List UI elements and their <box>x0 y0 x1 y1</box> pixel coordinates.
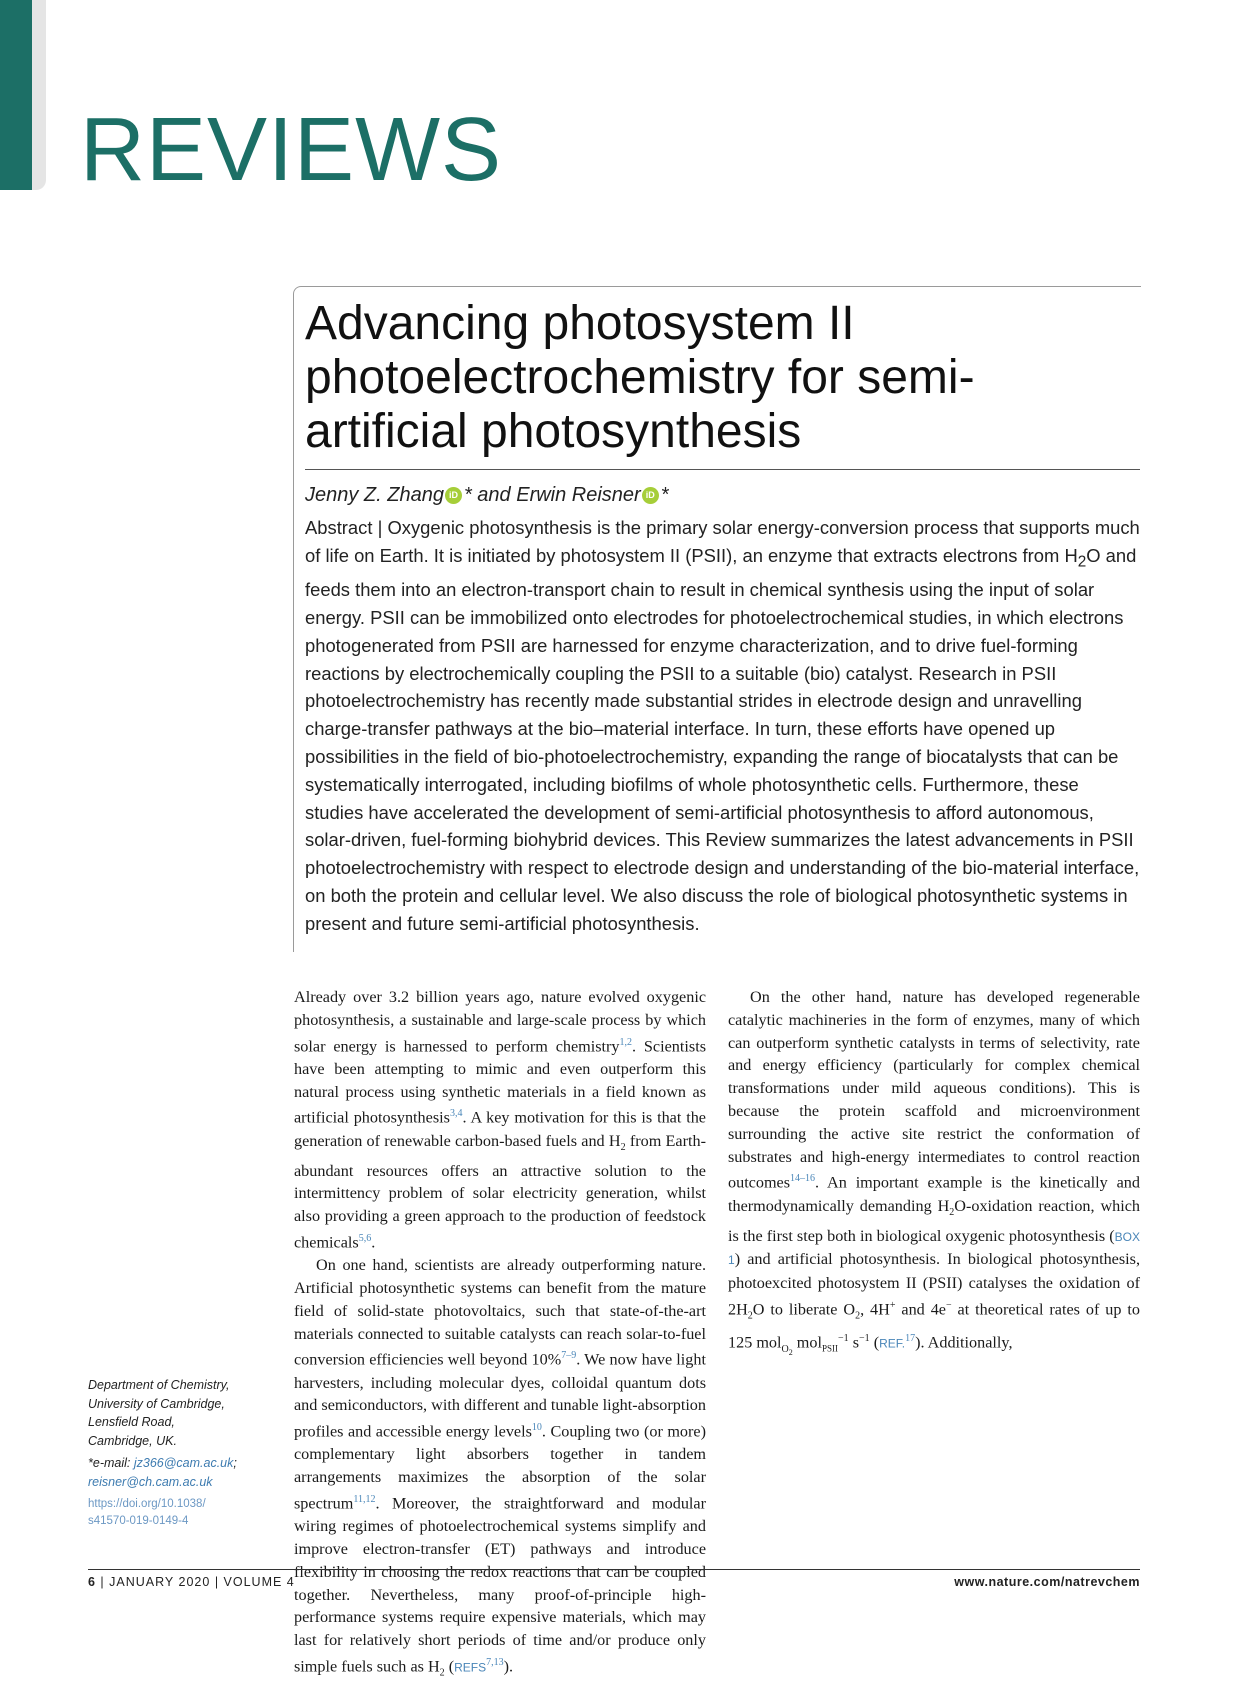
author-conj[interactable]: * and Erwin Reisner <box>463 484 641 506</box>
author-zhang[interactable]: Jenny Z. Zhang <box>305 484 444 506</box>
superscript: − <box>945 1299 952 1311</box>
affiliation-line: Lensfield Road, <box>88 1415 175 1429</box>
reference-label[interactable]: REFS <box>454 1660 487 1675</box>
doi-line[interactable]: s41570-019-0149-4 <box>88 1515 189 1527</box>
body-text: On the other hand, nature has developed regenerable catalytic machineries in the form of enzymes, many of which can outperform synthetic catalysts in terms of selectivity, rate and energy efficiency (particularly for complex chemical transformations under mild aqueous conditions). This is because the protein scaffold and microenvironment surrounding the active site restrict the conformation of substrates and high-energy intermediates to control reaction outcomes <box>728 988 1140 1192</box>
email-link-reisner[interactable]: reisner@ch.cam.ac.uk <box>88 1474 213 1489</box>
volume-number: VOLUME 4 <box>223 1575 295 1589</box>
reference-link[interactable]: 3,4 <box>449 1108 463 1120</box>
body-text: . A key motivation for this is that the generation of renewable carbon-based fuels and H <box>294 1108 706 1150</box>
paragraph-enzymes: On the other hand, nature has developed regenerable catalytic machineries in the form of enzymes, many of which can outperform synthetic catalysts in terms of selectivity, rate and energy efficiency (particularly for complex chemical transformations under mild aqueous conditions). This is because the protein scaffold and microenvironment surrounding the active site restrict the conformation of substrates and high-energy intermediates to control reaction outcomes$^{14-16}$. An important example is the kinetically and thermodynamically demanding $H_2O$-oxidation reaction, which is the first step both in biological oxygenic photosynthesis (BOX 1) and artificial photosynthesis. In biological photosynthesis, photoexcited photosystem II (PSII) catalyses the oxidation of $2H_2O$ to liberate $O_2$, 4H+ and 4e− at theoretical rates of up to 125 mol$_{O_2}$ mol$_{PSII}^{-1}$ $s^{-1}$ (REF.$^{17}$). Additionally, <box>728 988 1140 1358</box>
section-color-bar <box>0 0 32 190</box>
body-text: ). Additionally, <box>915 1333 1013 1352</box>
unit: s <box>852 1333 859 1352</box>
footer-separator: | <box>210 1575 224 1589</box>
body-text: from Earth-abundant resources offers an attractive solution to the intermittency problem of solar electricity generation, whilst also providing a green approach to the production of feedstock chemicals <box>294 1131 706 1252</box>
reference-link[interactable]: 10 <box>531 1422 542 1434</box>
reference-link[interactable]: 7,13 <box>486 1656 504 1668</box>
reference-label[interactable]: REF. <box>879 1336 906 1351</box>
paragraph-outperforming: On one hand, scientists are already outperforming nature. Artificial photosynthetic systems can benefit from the mature field of solid-state photovoltaics, such that state-of-the-art materials connected to suitable catalysts can reach solar-to-fuel conversion efficiencies well beyond 10%$^{7-9}$. We now have light harvesters, including molecular dyes, colloidal quantum dots and semiconductors, with different and tunable light-absorption profiles and accessible energy levels$^{10}$. Coupling two (or more) complementary light absorbers together in tandem arrangements maximizes the absorption of the solar spectrum$^{11,12}$. Moreover, the straightforward and modular wiring regimes of photoelectrochemical systems simplify and improve electron-transfer (ET) pathways and introduce flexibility in choosing the redox reactions that can be coupled together. Nevertheless, many proof-of-principle high-performance systems require expensive materials, which may last for relatively short periods of time and/or produce only simple fuels such as $H_2$ (REFS$^{7,13}$). <box>294 1256 706 1679</box>
reference-link[interactable]: 7–9 <box>561 1350 577 1362</box>
unit: mol <box>756 1333 782 1352</box>
subscript: 2 <box>949 1206 955 1218</box>
issue-date: JANUARY 2020 <box>109 1575 211 1589</box>
body-text: , 4H <box>860 1300 890 1319</box>
subscript: 2 <box>439 1667 445 1679</box>
subscript: O <box>781 1344 789 1356</box>
affiliation-line: Department of Chemistry, <box>88 1378 230 1392</box>
footer-divider <box>88 1569 1140 1570</box>
subscript: PSII <box>821 1344 838 1355</box>
superscript: −1 <box>838 1333 849 1345</box>
reference-link[interactable]: 17 <box>905 1333 916 1345</box>
footer-issue-info <box>88 1575 295 1589</box>
email-label: *e-mail: <box>88 1456 134 1470</box>
abstract <box>305 514 1140 938</box>
superscript: + <box>889 1299 896 1311</box>
body-text: and 4e <box>895 1300 946 1319</box>
page-number: 6 <box>88 1575 96 1589</box>
body-text: at theoretical rates of up to 125 <box>728 1300 1140 1352</box>
abstract-text: O and feeds them into an electron-transport chain to result in chemical synthesis using the input of solar energy. PSII can be immobilized onto electrodes for photoelectrochemical studies, in which electrons photogenerated from PSII are harnessed for enzyme characterization, and to drive fuel-forming reactions by electrochemically coupling the PSII to a suitable (bio) catalyst. Research in PSII photoelectrochemistry has recently made substantial strides in electrode design and unravelling charge-transfer pathways at the bio–material interface. In turn, these efforts have opened up possibilities in the field of bio-photoelectrochemistry, expanding the range of biocatalysts that can be systematically interrogated, including biofilms of whole photosynthetic cells. Furthermore, these studies have accelerated the development of semi-artificial photosynthesis to afford autonomous, solar-driven, fuel-forming biohybrid devices. This Review summarizes the latest advancements in PSII photoelectrochemistry with respect to electrode design and understanding of the bio-material interface, on both the protein and cellular level. We also discuss the role of biological photosynthetic systems in present and future semi-artificial photosynthesis. <box>305 544 1140 934</box>
subscript <box>781 1344 793 1358</box>
superscript: −1 <box>859 1333 870 1345</box>
body-column-left <box>294 986 706 1685</box>
title-divider <box>305 469 1140 470</box>
body-text: . We now have light harvesters, including molecular dyes, colloidal quantum dots and semiconductors, with different and tunable light-absorption profiles and accessible energy levels <box>294 1350 706 1441</box>
section-header: REVIEWS <box>80 100 503 200</box>
reference-link[interactable]: 5,6 <box>358 1232 372 1244</box>
reference-link[interactable]: 14–16 <box>790 1173 816 1185</box>
affiliation-line: Cambridge, UK. <box>88 1433 177 1448</box>
subscript: 2 <box>788 1348 793 1358</box>
box-reference-link[interactable]: BOX 1 <box>728 1229 1140 1268</box>
body-text: . Coupling two (or more) complementary light absorbers together in tandem arrangements maximizes the absorption of the solar spectrum <box>294 1422 706 1513</box>
article-title: Advancing photosystem II photoelectrochemistry for semi-artificial photosynthesis <box>305 297 975 458</box>
orcid-icon[interactable]: iD <box>445 487 462 504</box>
abstract-separator: | <box>372 517 388 538</box>
doi-line[interactable]: https://doi.org/10.1038/ <box>88 1498 206 1510</box>
body-text: . <box>371 1233 376 1252</box>
abstract-label: Abstract <box>305 517 373 538</box>
body-text: Already over 3.2 billion years ago, nature evolved oxygenic photosynthesis, a sustainable and large-scale process by which solar energy is harnessed to perform chemistry <box>294 988 706 1055</box>
body-text: O-oxidation reaction, which is the first step both in biological oxygenic photosynthesis <box>728 1196 1140 1245</box>
body-text: ). <box>503 1657 514 1676</box>
affiliation <box>88 1376 288 1450</box>
email-link-zhang[interactable]: jz366@cam.ac.uk <box>133 1456 234 1470</box>
abstract-text: Oxygenic photosynthesis is the primary solar energy-conversion process that supports much of life on Earth. It is initiated by photosystem II (PSII), an enzyme that extracts electrons from H <box>305 517 1140 566</box>
subscript: 2 <box>855 1310 861 1322</box>
section-gray-tab <box>32 0 46 190</box>
affiliation-line: University of Cambridge, <box>88 1396 225 1411</box>
reference-link[interactable]: 11,12 <box>353 1493 376 1505</box>
orcid-icon[interactable]: iD <box>642 487 659 504</box>
corresponding-star: * <box>660 484 669 506</box>
reference-link[interactable]: 1,2 <box>619 1036 633 1048</box>
body-column-right <box>728 986 1140 1365</box>
subscript: 2 <box>747 1310 753 1322</box>
body-text: and artificial photosynthesis. In biological photosynthesis, photoexcited photosystem II (PSII) catalyses the oxidation of 2H <box>728 1250 1140 1319</box>
body-text: . Moreover, the straightforward and modular wiring regimes of photoelectrochemical systems simplify and improve electron-transfer (ET) pathways and introduce flexibility in choosing the redox reactions that can be coupled together. Nevertheless, many proof-of-principle high-performance systems require expensive materials, which may last for relatively short periods of time and/or produce only simple fuels such as H <box>294 1494 706 1676</box>
subscript: 2 <box>1077 553 1087 571</box>
subscript: 2 <box>620 1141 626 1153</box>
body-text: . An important example is the kinetically and thermodynamically demanding H <box>728 1173 1140 1215</box>
author-line <box>305 482 669 508</box>
unit: mol <box>796 1333 822 1352</box>
correspondence-emails <box>88 1454 288 1491</box>
journal-url[interactable]: www.nature.com/natrevchem <box>954 1575 1140 1589</box>
doi-link[interactable] <box>88 1496 288 1530</box>
body-text: O to liberate O <box>752 1300 856 1319</box>
paragraph-intro <box>294 986 706 1254</box>
footer-separator: | <box>95 1575 110 1589</box>
body-text: On one hand, scientists are already outperforming nature. Artificial photosynthetic systems can benefit from the mature field of solid-state photovoltaics, such that state-of-the-art materials connected to suitable catalysts can reach solar-to-fuel conversion efficiencies well beyond 10% <box>294 1256 706 1369</box>
body-text: . Scientists have been attempting to mimic and even outperform this natural process using synthetic materials in a field known as artificial photosynthesis <box>294 1036 706 1127</box>
email-separator: ; <box>233 1456 237 1470</box>
